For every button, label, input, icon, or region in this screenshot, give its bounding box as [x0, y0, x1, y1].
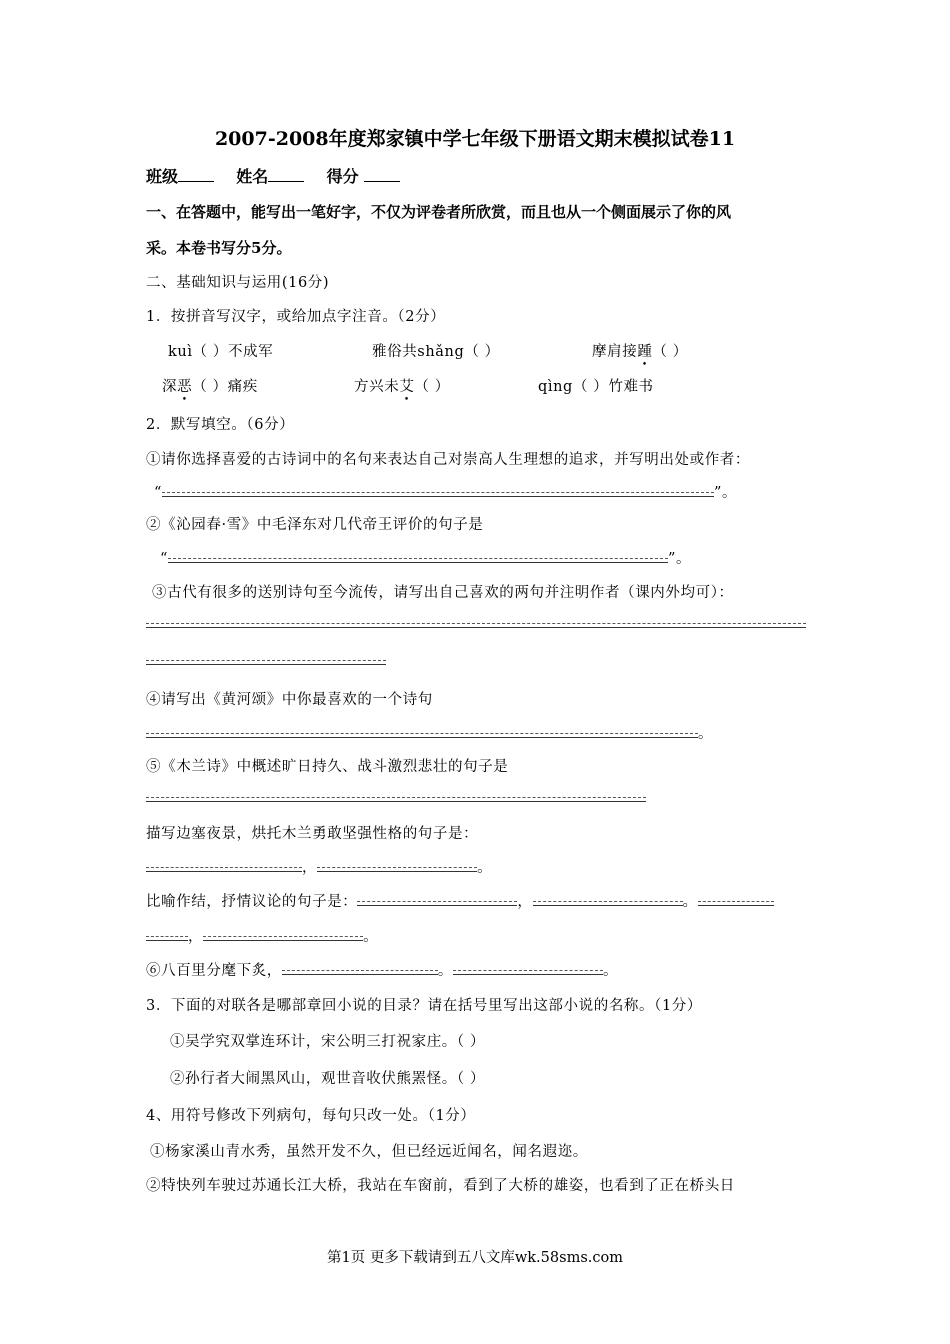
- q3-item2: ②孙行者大闹黑风山，观世音收伏熊罴怪。（ ）: [170, 1071, 486, 1087]
- q2-item3-answer-b: [146, 653, 386, 669]
- class-blank[interactable]: [178, 167, 214, 182]
- q1-row2-b: 方兴未艾（ ）: [354, 379, 450, 395]
- q2-item2: ②《沁园春·雪》中毛泽东对几代帝王评价的句子是: [146, 517, 484, 533]
- q2-item5b: 描写边塞夜景，烘托木兰勇敢坚强性格的句子是：: [146, 826, 479, 842]
- answer-line-5c-4[interactable]: [146, 930, 188, 941]
- q4-item2: ②特快列车驶过苏通长江大桥，我站在车窗前，看到了大桥的雄姿，也看到了正在桥头日: [146, 1178, 735, 1194]
- q3-text: 3．下面的对联各是哪部章回小说的目录？请在括号里写出这部小说的名称。（1分）: [146, 998, 702, 1014]
- q2-item4: ④请写出《黄河颂》中你最喜欢的一个诗句: [146, 692, 433, 708]
- q2-item3-answer-a: [146, 616, 806, 632]
- section2-heading: 二、基础知识与运用(16分): [146, 275, 330, 291]
- q1-row1-a: kuì（ ）不成军: [168, 344, 274, 360]
- q2-text: 2．默写填空。（6分）: [146, 417, 295, 433]
- answer-line-1[interactable]: [162, 486, 714, 497]
- answer-line-6a[interactable]: [282, 964, 438, 975]
- q2-item6: ⑥八百里分麾下炙， 。 。: [146, 963, 619, 979]
- q2-item5c: 比喻作结，抒情议论的句子是： ， 。: [146, 890, 774, 911]
- page-title: 2007-2008年度郑家镇中学七年级下册语文期末模拟试卷11: [214, 128, 736, 150]
- answer-line-4[interactable]: [146, 727, 698, 738]
- q2-item5: ⑤《木兰诗》中概述旷日持久、战斗激烈悲壮的句子是: [146, 759, 509, 775]
- student-info-line: [146, 164, 400, 187]
- q1-row1-b: 雅俗共shǎng（ ）: [372, 344, 500, 360]
- q2-item1-answer: “ ”。: [154, 485, 738, 501]
- q2-item4-answer: 。: [146, 722, 713, 743]
- q2-item3: ③古代有很多的送别诗句至今流传，请写出自己喜欢的两句并注明作者（课内外均可）：: [152, 585, 734, 601]
- page-footer: 第1页 更多下载请到五八文库wk.58sms.com: [327, 1250, 623, 1266]
- answer-line-3b[interactable]: [146, 654, 386, 665]
- q4-item1: ①杨家溪山青水秀，虽然开发不久，但已经远近闻名，闻名遐迩。: [150, 1144, 588, 1160]
- answer-line-5c-2[interactable]: [533, 895, 683, 906]
- answer-line-3a[interactable]: [146, 617, 806, 628]
- q4-text: 4、用符号修改下列病句，每句只改一处。（1分）: [146, 1108, 476, 1124]
- answer-line-2[interactable]: [168, 552, 668, 563]
- q2-item1: ①请你选择喜爱的古诗词中的名句来表达自己对崇高人生理想的追求，并写明出处或作者：: [146, 452, 750, 468]
- q2-item2-answer: “ ”。: [160, 551, 692, 567]
- q1-row2-c: qìng（ ）竹难书: [538, 379, 654, 395]
- answer-line-5c-5[interactable]: [203, 930, 363, 941]
- score-blank[interactable]: [364, 167, 400, 182]
- answer-line-5b-1[interactable]: [146, 861, 302, 872]
- q2-item5b-answer: ， 。: [146, 856, 492, 877]
- q1-row2-a: 深恶（ ）痛疾: [162, 379, 258, 395]
- q3-item1: ①吴学究双掌连环计，宋公明三打祝家庄。（ ）: [170, 1034, 486, 1050]
- answer-line-5[interactable]: [146, 791, 646, 802]
- answer-line-6b[interactable]: [453, 964, 603, 975]
- name-blank[interactable]: [268, 167, 304, 182]
- score-label: 得分: [326, 167, 359, 186]
- name-label: 姓名: [236, 167, 269, 186]
- answer-line-5b-2[interactable]: [317, 861, 477, 872]
- answer-line-5c-3[interactable]: [698, 895, 774, 906]
- answer-line-5c-1[interactable]: [357, 895, 517, 906]
- q2-item5c-answer: ， 。: [146, 925, 378, 946]
- section1-line1: 一、在答题中，能写出一笔好字，不仅为评卷者所欣赏，而且也从一个侧面展示了你的风: [146, 203, 732, 221]
- section1-line2: 采。本卷书写分5分。: [146, 239, 292, 257]
- q2-item5-answer: [146, 790, 646, 806]
- class-label: 班级: [146, 167, 179, 186]
- q1-row1-c: 摩肩接踵（ ）: [592, 344, 688, 360]
- q1-text: 1．按拼音写汉字，或给加点字注音。（2分）: [146, 309, 446, 325]
